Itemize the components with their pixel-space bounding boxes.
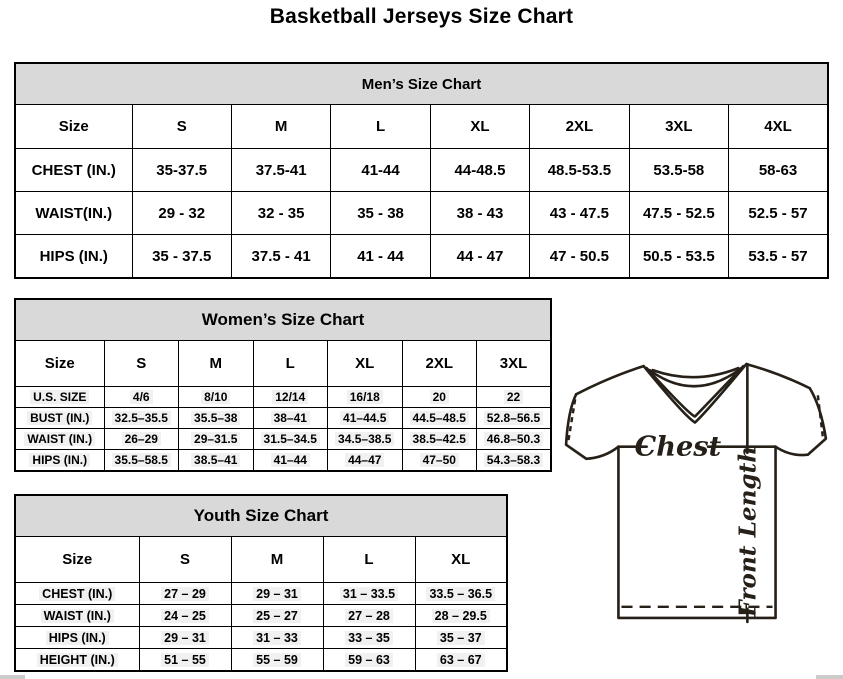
column-header: L bbox=[323, 537, 415, 583]
cell-text: 20 bbox=[430, 390, 449, 404]
cell-text: 31.5–34.5 bbox=[261, 432, 320, 446]
table-cell bbox=[104, 429, 179, 450]
row-label: HIPS (IN.) bbox=[15, 235, 132, 279]
table-cell bbox=[477, 408, 552, 429]
cell-text: 41–44 bbox=[271, 453, 310, 467]
jersey-diagram bbox=[556, 358, 838, 628]
table-cell bbox=[415, 583, 507, 605]
table-cell: 47 - 50.5 bbox=[530, 235, 629, 279]
cell-text: 27 – 28 bbox=[345, 609, 393, 623]
table-row bbox=[15, 605, 507, 627]
cell-text: 26–29 bbox=[122, 432, 161, 446]
table-cell bbox=[104, 450, 179, 472]
cell-text: 52.8–56.5 bbox=[484, 411, 543, 425]
table-cell bbox=[477, 429, 552, 450]
cell-text: 47–50 bbox=[420, 453, 459, 467]
womens-size-table bbox=[14, 298, 552, 472]
table-cell bbox=[179, 408, 254, 429]
cell-text: 44.5–48.5 bbox=[410, 411, 469, 425]
column-header: L bbox=[253, 341, 328, 387]
cell-text: 32.5–35.5 bbox=[112, 411, 171, 425]
table-cell bbox=[323, 649, 415, 672]
cell-text: 35 – 37 bbox=[437, 631, 485, 645]
column-header: XL bbox=[430, 105, 529, 149]
column-header: 4XL bbox=[729, 105, 828, 149]
table-cell: 37.5-41 bbox=[231, 149, 330, 192]
youth-size-table bbox=[14, 494, 508, 672]
column-header: XL bbox=[415, 537, 507, 583]
row-label bbox=[15, 649, 139, 672]
mens-size-table bbox=[14, 62, 829, 279]
table-row bbox=[15, 235, 828, 279]
table-cell bbox=[415, 605, 507, 627]
row-label bbox=[15, 429, 104, 450]
table-cell bbox=[477, 387, 552, 408]
column-header: M bbox=[231, 537, 323, 583]
cell-text: 46.8–50.3 bbox=[484, 432, 543, 446]
table-row bbox=[15, 649, 507, 672]
table-row bbox=[15, 408, 551, 429]
table-cell: 35 - 37.5 bbox=[132, 235, 231, 279]
cell-text: 38–41 bbox=[271, 411, 310, 425]
table-cell bbox=[328, 408, 403, 429]
table-cell bbox=[402, 450, 477, 472]
table-cell: 58-63 bbox=[729, 149, 828, 192]
column-header: 3XL bbox=[629, 105, 728, 149]
row-label: WAIST(IN.) bbox=[15, 192, 132, 235]
table-cell bbox=[328, 450, 403, 472]
cell-text: 27 – 29 bbox=[161, 587, 209, 601]
cell-text: 24 – 25 bbox=[161, 609, 209, 623]
column-header: Size bbox=[15, 341, 104, 387]
row-label bbox=[15, 583, 139, 605]
table-cell bbox=[231, 627, 323, 649]
row-label-text: WAIST (IN.) bbox=[41, 609, 114, 623]
table-cell bbox=[253, 387, 328, 408]
table-cell bbox=[231, 605, 323, 627]
table-row bbox=[15, 627, 507, 649]
row-label bbox=[15, 408, 104, 429]
table-row bbox=[15, 583, 507, 605]
table-cell bbox=[415, 627, 507, 649]
table-cell: 35 - 38 bbox=[331, 192, 430, 235]
row-label-text: CHEST (IN.) bbox=[39, 587, 115, 601]
table-cell bbox=[139, 649, 231, 672]
table-cell: 47.5 - 52.5 bbox=[629, 192, 728, 235]
column-header: Size bbox=[15, 537, 139, 583]
cell-text: 55 – 59 bbox=[253, 653, 301, 667]
table-cell: 32 - 35 bbox=[231, 192, 330, 235]
youth-table-caption: Youth Size Chart bbox=[15, 495, 507, 537]
cell-text: 41–44.5 bbox=[340, 411, 389, 425]
table-cell bbox=[323, 583, 415, 605]
cell-text: 31 – 33 bbox=[253, 631, 301, 645]
cell-text: 16/18 bbox=[347, 390, 383, 404]
column-header: S bbox=[104, 341, 179, 387]
cell-text: 54.3–58.3 bbox=[484, 453, 543, 467]
table-cell: 48.5-53.5 bbox=[530, 149, 629, 192]
table-cell: 43 - 47.5 bbox=[530, 192, 629, 235]
front-length-measure-label: Front Length bbox=[734, 445, 762, 617]
table-cell: 44-48.5 bbox=[430, 149, 529, 192]
table-row bbox=[15, 192, 828, 235]
table-cell bbox=[179, 450, 254, 472]
cell-text: 29 – 31 bbox=[161, 631, 209, 645]
row-label bbox=[15, 387, 104, 408]
cell-text: 29–31.5 bbox=[191, 432, 240, 446]
row-label: CHEST (IN.) bbox=[15, 149, 132, 192]
row-label-text: HEIGHT (IN.) bbox=[37, 653, 118, 667]
row-label-text: HIPS (IN.) bbox=[46, 631, 109, 645]
table-cell: 41-44 bbox=[331, 149, 430, 192]
scrollbar-left-button[interactable] bbox=[0, 675, 25, 679]
column-header: S bbox=[139, 537, 231, 583]
cell-text: 22 bbox=[504, 390, 523, 404]
table-cell bbox=[179, 387, 254, 408]
cell-text: 12/14 bbox=[272, 390, 308, 404]
table-cell bbox=[323, 627, 415, 649]
cell-text: 29 – 31 bbox=[253, 587, 301, 601]
table-cell bbox=[402, 429, 477, 450]
table-row bbox=[15, 450, 551, 472]
table-cell bbox=[104, 408, 179, 429]
row-label-text: U.S. SIZE bbox=[30, 390, 89, 404]
jersey-outline bbox=[566, 364, 826, 622]
column-header: Size bbox=[15, 105, 132, 149]
column-header: M bbox=[231, 105, 330, 149]
cell-text: 31 – 33.5 bbox=[340, 587, 398, 601]
column-header: L bbox=[331, 105, 430, 149]
scrollbar-right-button[interactable] bbox=[816, 675, 843, 679]
table-cell bbox=[253, 429, 328, 450]
column-header: XL bbox=[328, 341, 403, 387]
table-row bbox=[15, 387, 551, 408]
table-cell bbox=[328, 387, 403, 408]
row-label bbox=[15, 450, 104, 472]
jersey-dashed-lines bbox=[568, 395, 823, 607]
table-cell bbox=[253, 408, 328, 429]
table-cell bbox=[323, 605, 415, 627]
column-header: 2XL bbox=[402, 341, 477, 387]
table-cell bbox=[179, 429, 254, 450]
table-cell: 35-37.5 bbox=[132, 149, 231, 192]
row-label bbox=[15, 605, 139, 627]
womens-table-caption: Women’s Size Chart bbox=[15, 299, 551, 341]
cell-text: 44–47 bbox=[345, 453, 384, 467]
table-cell: 44 - 47 bbox=[430, 235, 529, 279]
table-row bbox=[15, 149, 828, 192]
cell-text: 35.5–58.5 bbox=[112, 453, 171, 467]
row-label-text: BUST (IN.) bbox=[27, 411, 92, 425]
table-cell: 41 - 44 bbox=[331, 235, 430, 279]
column-header: S bbox=[132, 105, 231, 149]
row-label-text: WAIST (IN.) bbox=[24, 432, 95, 446]
table-cell bbox=[328, 429, 403, 450]
cell-text: 63 – 67 bbox=[437, 653, 485, 667]
table-cell bbox=[253, 450, 328, 472]
row-label bbox=[15, 627, 139, 649]
cell-text: 51 – 55 bbox=[161, 653, 209, 667]
table-cell bbox=[231, 583, 323, 605]
column-header: M bbox=[179, 341, 254, 387]
table-cell: 37.5 - 41 bbox=[231, 235, 330, 279]
table-row bbox=[15, 429, 551, 450]
cell-text: 34.5–38.5 bbox=[335, 432, 394, 446]
cell-text: 33 – 35 bbox=[345, 631, 393, 645]
column-header: 2XL bbox=[530, 105, 629, 149]
cell-text: 38.5–42.5 bbox=[410, 432, 469, 446]
table-cell bbox=[402, 387, 477, 408]
cell-text: 38.5–41 bbox=[191, 453, 240, 467]
chest-measure-label: Chest bbox=[634, 430, 722, 463]
table-cell bbox=[139, 605, 231, 627]
table-cell bbox=[139, 583, 231, 605]
table-cell: 53.5 - 57 bbox=[729, 235, 828, 279]
column-header: 3XL bbox=[477, 341, 552, 387]
table-cell bbox=[402, 408, 477, 429]
table-cell: 50.5 - 53.5 bbox=[629, 235, 728, 279]
cell-text: 59 – 63 bbox=[345, 653, 393, 667]
cell-text: 25 – 27 bbox=[253, 609, 301, 623]
table-cell: 29 - 32 bbox=[132, 192, 231, 235]
row-label-text: HIPS (IN.) bbox=[29, 453, 90, 467]
table-cell bbox=[139, 627, 231, 649]
cell-text: 33.5 – 36.5 bbox=[426, 587, 495, 601]
table-cell bbox=[231, 649, 323, 672]
cell-text: 4/6 bbox=[130, 390, 153, 404]
cell-text: 8/10 bbox=[201, 390, 230, 404]
mens-table-caption: Men’s Size Chart bbox=[15, 63, 828, 105]
table-cell bbox=[415, 649, 507, 672]
table-cell: 52.5 - 57 bbox=[729, 192, 828, 235]
page-title: Basketball Jerseys Size Chart bbox=[269, 5, 574, 28]
table-cell: 53.5-58 bbox=[629, 149, 728, 192]
table-cell: 38 - 43 bbox=[430, 192, 529, 235]
table-cell bbox=[477, 450, 552, 472]
cell-text: 28 – 29.5 bbox=[432, 609, 490, 623]
table-cell bbox=[104, 387, 179, 408]
cell-text: 35.5–38 bbox=[191, 411, 240, 425]
